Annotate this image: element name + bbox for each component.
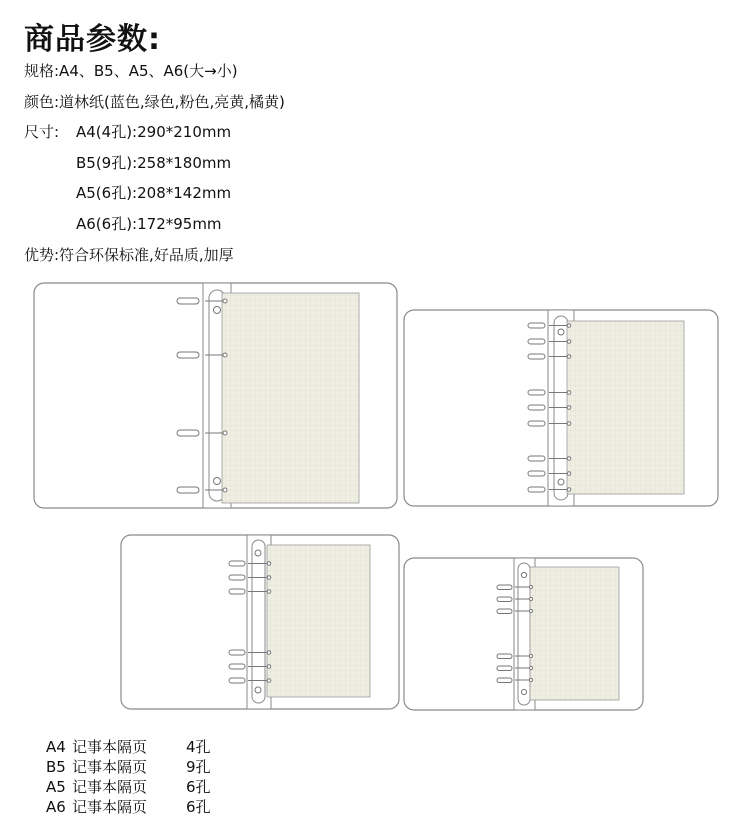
spec-dimension-a6: A6(6孔):172*95mm: [76, 215, 222, 233]
legend-row-a6: [46, 798, 211, 817]
legend-name: 记事本隔页: [72, 738, 148, 756]
legend-holes: 4孔: [186, 738, 211, 756]
spec-color: 颜色:道林纸(蓝色,绿色,粉色,亮黄,橘黄): [24, 93, 285, 111]
spec-dimension-label: 尺寸:: [24, 123, 60, 141]
binder-a6-diagram: [404, 558, 643, 710]
spec-dimension-a5: A5(6孔):208*142mm: [76, 184, 232, 202]
legend-code: A5: [46, 778, 66, 796]
legend-row-a5: [46, 778, 211, 797]
page-title: 商品参数:: [24, 22, 161, 57]
binder-a4-diagram: [34, 283, 397, 508]
legend-code: A4: [46, 738, 66, 756]
legend-code: B5: [46, 758, 66, 776]
spec-size: 规格:A4、B5、A5、A6(大→小): [24, 62, 238, 80]
legend-name: 记事本隔页: [72, 778, 148, 796]
spec-dimension-b5: B5(9孔):258*180mm: [76, 154, 232, 172]
legend-name: 记事本隔页: [72, 758, 148, 776]
legend-row-b5: [46, 758, 211, 777]
binder-b5-diagram: [404, 310, 718, 506]
binder-a5-diagram: [121, 535, 399, 709]
spec-dimension-a4: A4(4孔):290*210mm: [76, 123, 232, 141]
legend-holes: 6孔: [186, 778, 211, 796]
legend-name: 记事本隔页: [72, 798, 148, 816]
legend-row-a4: [46, 738, 211, 757]
spec-advantage: 优势:符合环保标准,好品质,加厚: [24, 246, 234, 264]
legend-holes: 9孔: [186, 758, 211, 776]
legend-holes: 6孔: [186, 798, 211, 816]
legend-code: A6: [46, 798, 66, 816]
